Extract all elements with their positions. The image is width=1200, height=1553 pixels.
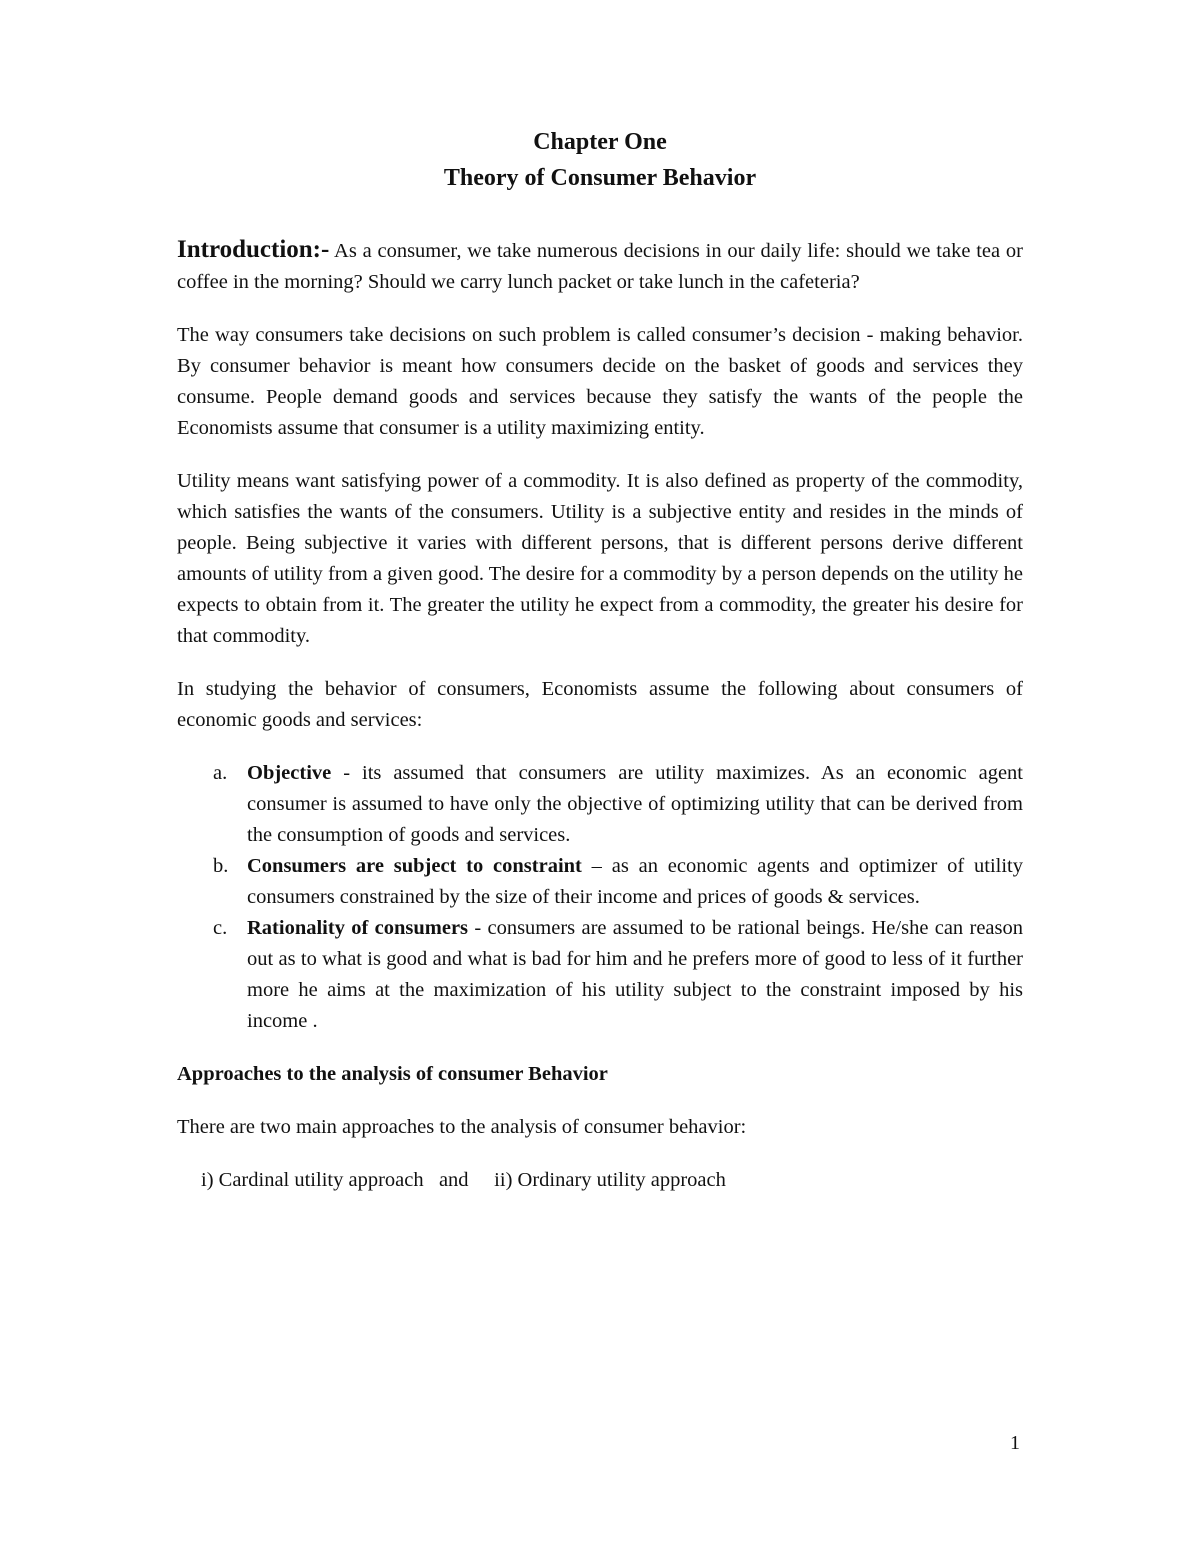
chapter-number: Chapter One [533, 129, 667, 155]
paragraph-assumptions-intro: In studying the behavior of consumers, Economists assume the following about consumers of economic goods and services: [177, 678, 1023, 731]
chapter-heading: Theory of Consumer Behavior [443, 165, 757, 191]
assumption-text: - consumers are assumed to be rational beings. He/she can reason out as to what is good and what is bad for him and he prefers more of good to less of it further more he aims at the maximization of his utility subject to the constraint imposed by his income . [247, 917, 1023, 1032]
assumption-term: Consumers are subject to constraint [247, 855, 582, 877]
list-marker: a. [213, 762, 228, 784]
list-marker: b. [213, 855, 229, 877]
chapter-title [0, 124, 1200, 196]
assumption-item [177, 913, 1023, 1037]
paragraph-utility: Utility means want satisfying power of a commodity. It is also defined as property of the commodity, which satisfies the wants of the consumers. Utility is a subjective entity and resides in the minds of people. Being subjective it varies with different persons, that is different persons derive different amounts of utility from a given good. The desire for a commodity by a person depends on the utility he expects to obtain from it. The greater the utility he expect from a commodity, the greater his desire for that commodity. [177, 470, 1023, 647]
assumption-item [177, 851, 1023, 913]
paragraph-decision-making: The way consumers take decisions on such problem is called consumer’s decision - making behavior. By consumer behavior is meant how consumers decide on the basket of goods and services they consume. People demand goods and services because they satisfy the wants of the people the Economists assume that consumer is a utility maximizing entity. [177, 324, 1023, 439]
list-marker: c. [213, 917, 228, 939]
approaches-list: i) Cardinal utility approach and ii) Ordinary utility approach [201, 1169, 726, 1191]
intro-paragraph [177, 234, 1023, 298]
assumption-term: Objective [247, 762, 332, 784]
assumption-item [177, 758, 1023, 851]
assumptions-list [177, 758, 1023, 1037]
intro-label: Introduction:- [177, 236, 330, 263]
page-number: 1 [1010, 1432, 1020, 1454]
assumption-term: Rationality of consumers [247, 917, 469, 939]
body-text [177, 234, 1023, 1218]
approaches-intro: There are two main approaches to the analysis of consumer behavior: [177, 1116, 747, 1138]
assumption-text: - its assumed that consumers are utility maximizes. As an economic agent consumer is assumed to have only the objective of optimizing utility that can be derived from the consumption of goods and services. [247, 762, 1023, 846]
assumption-text: – as an economic agents and optimizer of utility consumers constrained by the size of their income and prices of goods & services. [247, 855, 1023, 908]
intro-text: As a consumer, we take numerous decisions in our daily life: should we take tea or coffee in the morning? Should we carry lunch packet or take lunch in the cafeteria? [177, 240, 1023, 293]
approaches-heading: Approaches to the analysis of consumer Behavior [177, 1063, 608, 1085]
